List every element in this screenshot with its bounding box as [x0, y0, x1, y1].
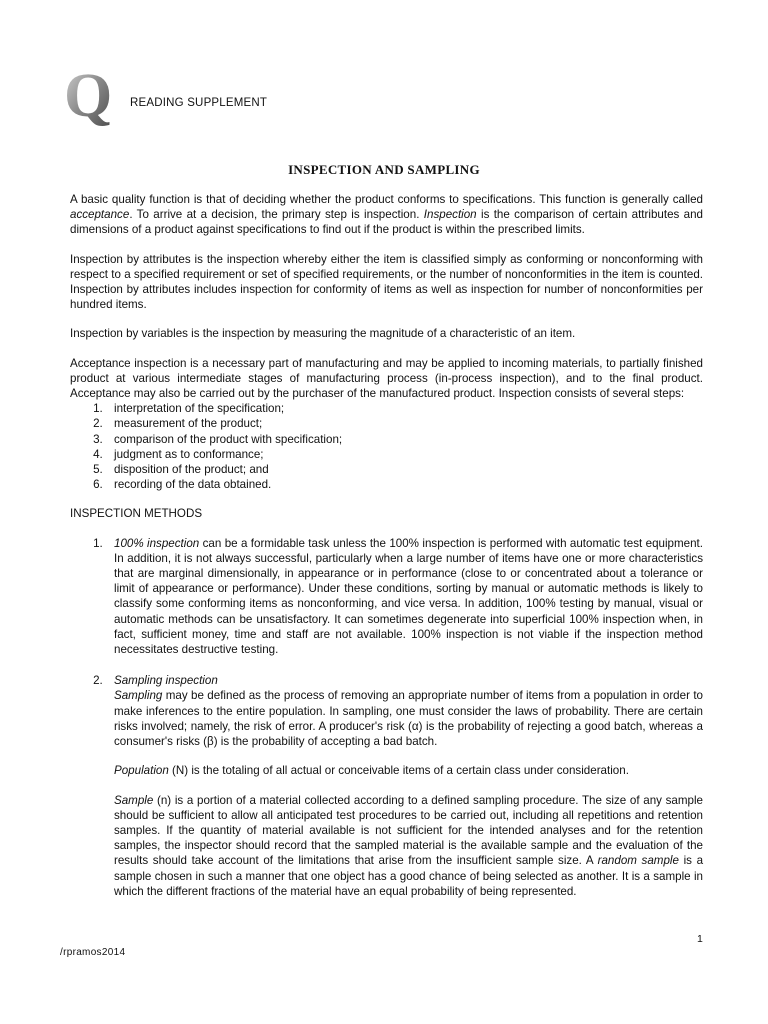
- list-item: 5. disposition of the product; and: [106, 462, 703, 477]
- list-item: 6. recording of the data obtained.: [106, 477, 703, 492]
- population-definition: Population (N) is the totaling of all actual or conceivable items of a certain class under consideration.: [114, 764, 629, 778]
- document-body: [70, 192, 703, 915]
- method-sampling-inspection: [106, 673, 703, 899]
- method-100-inspection: 1. 100% inspection can be a formidable task unless the 100% inspection is performed with automatic test equipment. In addition, it is not always successful, particularly when a large number of items have one or more characteristics that are marginal dimensionally, in appearance or in performance (close to or concentrated about a tolerance or limit of appearance or performance). Under these conditions, sorting by manual or automatic methods is likely to classify some conforming items as nonconforming, and vice versa. In addition, 100% testing by manual, visual or automatic methods can be unsatisfactory. It can sometimes degenerate into superficial 100% inspection when, in fact, sufficient money, time and staff are not available. 100% inspection is not viable if the inspection method necessitates destructive testing.: [106, 536, 703, 658]
- list-item: 3. comparison of the product with specification;: [106, 432, 703, 447]
- footer-author: /rpramos2014: [60, 947, 126, 958]
- list-item: 2. measurement of the product;: [106, 416, 703, 431]
- paragraph-attributes: Inspection by attributes is the inspection whereby either the item is classified simply as conforming or nonconforming with respect to a specified requirement or set of specified requirements, or the number of nonconformities in the item is counted. Inspection by attributes includes inspection for conformity of items as well as inspection for number of nonconformities per hundred items.: [70, 252, 703, 312]
- paragraph-acceptance-inspection: Acceptance inspection is a necessary part of manufacturing and may be applied to incoming materials, to partially finished product at various intermediate stages of manufacturing process (in-process inspection), and to the final product. Acceptance may also be carried out by the purchaser of the manufactured product. Inspection consists of several steps:: [70, 356, 703, 401]
- paragraph-acceptance: A basic quality function is that of deciding whether the product conforms to specifications. This function is generally called acceptance. To arrive at a decision, the primary step is inspection. Inspection is the comparison of certain attributes and dimensions of a product against specifications to find out if the product is within the prescribed limits.: [70, 193, 704, 237]
- page-number: 1: [697, 933, 703, 945]
- list-item: 4. judgment as to conformance;: [106, 447, 703, 462]
- sample-definition: Sample (n) is a portion of a material collected according to a defined sampling procedure. The size of any sample should be sufficient to allow all anticipated test procedures to be carried out, including all repetitions and retention samples. If the quantity of material available is not sufficient for the intended analyses and for the retention samples, the inspector should record that the sampled material is the available sample and the evaluation of the results should take account of the limitations that arise from the insufficient sample size. A random sample is a sample chosen in such a manner that one object has a good chance of being selected as another. It is a sample in which the different fractions of the material have an equal probability of being represented.: [114, 793, 704, 898]
- q-logo-icon: [62, 64, 134, 130]
- inspection-methods-list: [70, 536, 703, 899]
- reading-supplement-label: READING SUPPLEMENT: [130, 97, 268, 109]
- sampling-definition: Sampling may be defined as the process of removing an appropriate number of items from a population in order to make inferences to the entire population. In sampling, one must consider the laws of probability. There are certain risks involved; namely, the risk of error. A producer's risk (α) is the probability of rejecting a good batch, whereas a consumer's risks (β) is the probability of accepting a bad batch.: [114, 689, 703, 749]
- inspection-methods-heading: INSPECTION METHODS: [70, 507, 203, 521]
- sampling-inspection-title: 2. Sampling inspection: [114, 674, 218, 688]
- inspection-steps-list: [70, 401, 703, 492]
- page-title: INSPECTION AND SAMPLING: [288, 162, 480, 177]
- paragraph-variables: Inspection by variables is the inspection by measuring the magnitude of a characteristic of an item.: [70, 327, 576, 341]
- logo-letter: Q: [64, 64, 113, 130]
- list-item: 1. interpretation of the specification;: [106, 401, 703, 416]
